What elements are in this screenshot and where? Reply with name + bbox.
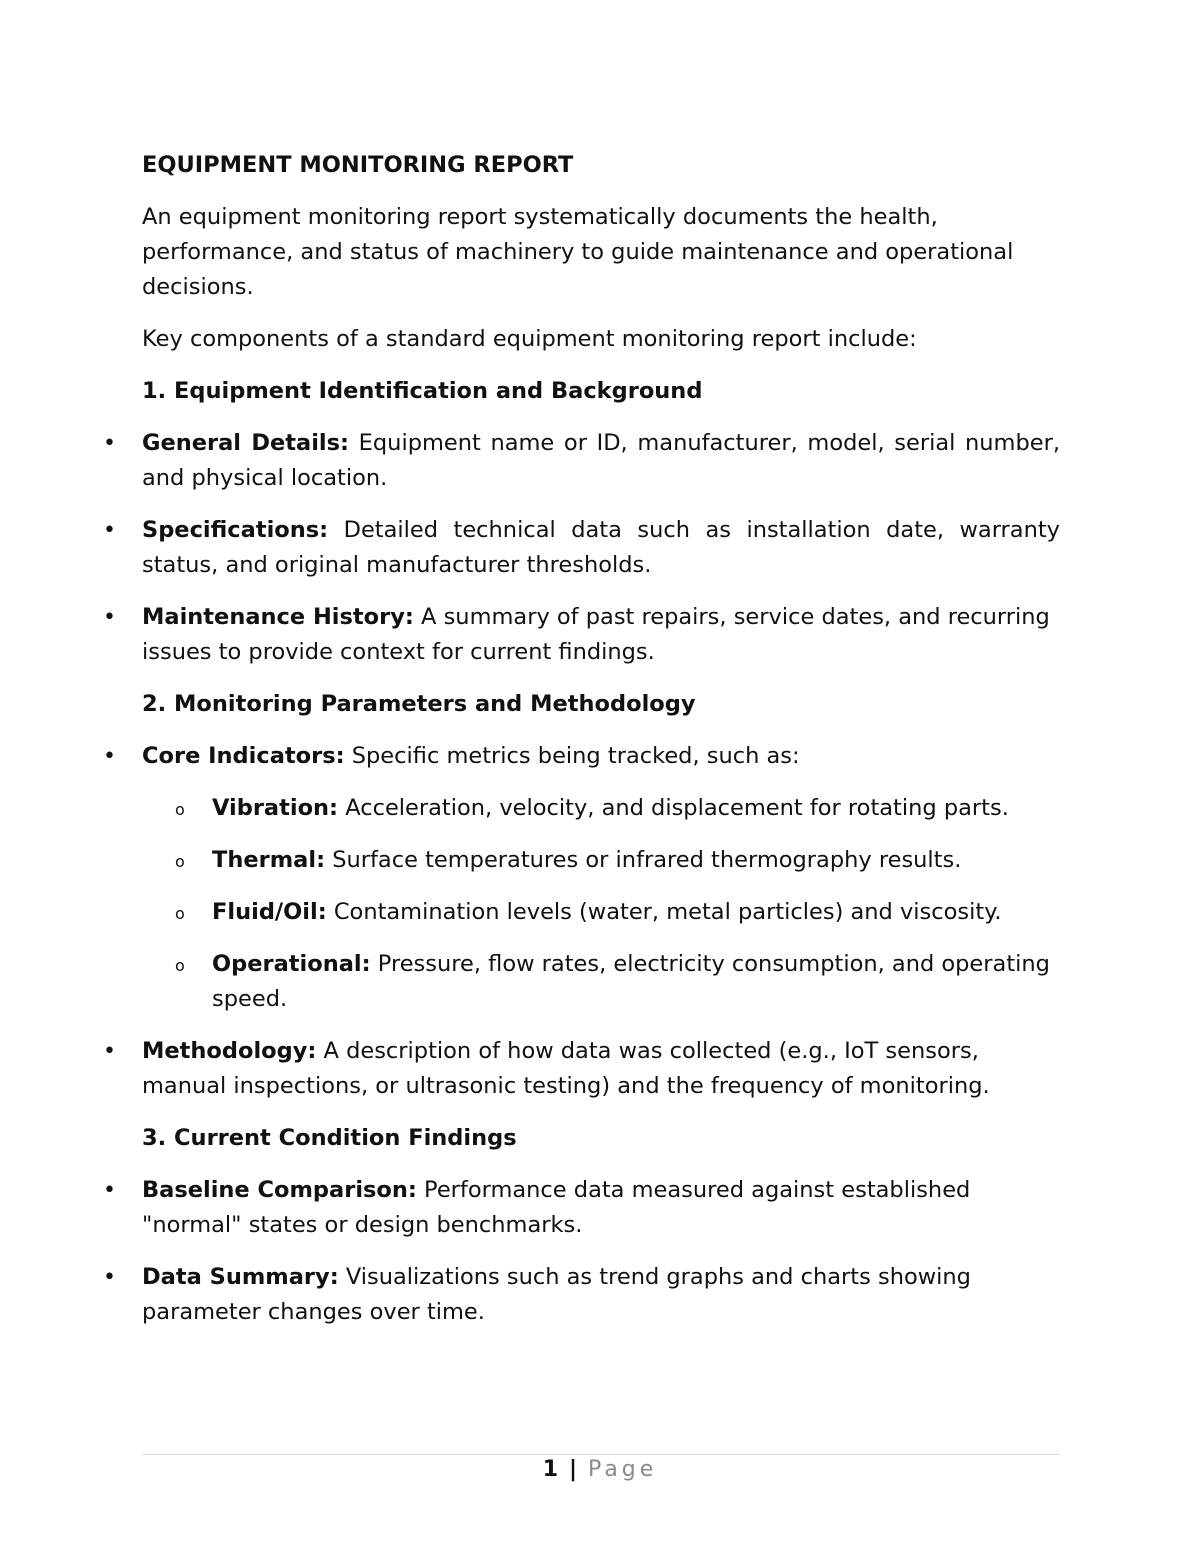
sub-list-item: [175, 791, 1060, 826]
intro-paragraph: An equipment monitoring report systematically documents the health, performance, and status of machinery to guide maintenance and operational decisions.: [142, 204, 1014, 300]
circle-bullet-icon: o: [175, 956, 185, 975]
bullet-icon: •: [103, 1178, 116, 1203]
circle-bullet-icon: o: [175, 800, 185, 819]
item-term: Operational:: [212, 951, 371, 977]
item-term: Specifications:: [142, 517, 329, 543]
list-item: [103, 1260, 1060, 1330]
bullet-icon: •: [103, 518, 116, 543]
item-term: Maintenance History:: [142, 604, 414, 630]
section-heading: 2. Monitoring Parameters and Methodology: [142, 691, 696, 717]
circle-bullet-icon: o: [175, 852, 185, 871]
document-title: EQUIPMENT MONITORING REPORT: [142, 152, 574, 178]
bullet-icon: •: [103, 431, 116, 456]
bullet-list: [103, 426, 1060, 670]
item-text: A description of how data was collected (e.g., IoT sensors, manual inspections, or ultrasonic testing) and the frequency of monitoring.: [142, 1038, 990, 1099]
section-heading: 3. Current Condition Findings: [142, 1125, 517, 1151]
item-term: Core Indicators:: [142, 743, 345, 769]
item-term: General Details:: [142, 430, 350, 456]
item-term: Data Summary:: [142, 1264, 339, 1290]
page-label: Page: [588, 1457, 658, 1482]
bullet-icon: •: [103, 744, 116, 769]
document-body: [103, 148, 1060, 1347]
circle-bullet-icon: o: [175, 904, 185, 923]
item-text: Pressure, flow rates, electricity consumption, and operating speed.: [212, 951, 1050, 1012]
list-item: [103, 739, 1060, 1017]
item-text: Visualizations such as trend graphs and charts showing parameter changes over time.: [142, 1264, 971, 1325]
list-item: [103, 1173, 1060, 1243]
page-footer: [0, 1456, 1200, 1484]
page-number: 1: [542, 1457, 558, 1482]
list-item: [103, 600, 1060, 670]
bullet-list: [103, 739, 1060, 1104]
item-text: A summary of past repairs, service dates, and recurring issues to provide context for current findings.: [142, 604, 1050, 665]
bullet-icon: •: [103, 1039, 116, 1064]
item-term: Baseline Comparison:: [142, 1177, 417, 1203]
sub-bullet-list: [175, 791, 1060, 1017]
item-term: Methodology:: [142, 1038, 317, 1064]
list-item: [103, 426, 1060, 496]
section-heading: 1. Equipment Identification and Background: [142, 378, 703, 404]
section-monitoring-parameters: [103, 687, 1060, 1104]
lead-paragraph: Key components of a standard equipment monitoring report include:: [142, 326, 917, 352]
list-item: [103, 513, 1060, 583]
sub-list-item: [175, 843, 1060, 878]
bullet-list: [103, 1173, 1060, 1330]
item-term: Thermal:: [212, 847, 326, 873]
bullet-icon: •: [103, 1265, 116, 1290]
item-text: Performance data measured against established "normal" states or design benchmarks.: [142, 1177, 971, 1238]
footer-separator: |: [569, 1457, 578, 1482]
item-text: Equipment name or ID, manufacturer, model, serial number, and physical location.: [142, 430, 1060, 491]
item-text: Surface temperatures or infrared thermography results.: [325, 847, 962, 873]
item-text: Specific metrics being tracked, such as:: [344, 743, 800, 769]
item-text: Acceleration, velocity, and displacement for rotating parts.: [338, 795, 1009, 821]
bullet-icon: •: [103, 605, 116, 630]
item-text: Detailed technical data such as installation date, warranty status, and original manufacturer thresholds.: [142, 517, 1060, 578]
item-term: Fluid/Oil:: [212, 899, 327, 925]
list-item: [103, 1034, 1060, 1104]
section-current-condition: [103, 1121, 1060, 1330]
sub-list-item: [175, 895, 1060, 930]
footer-divider: [142, 1454, 1060, 1455]
sub-list-item: [175, 947, 1060, 1017]
item-term: Vibration:: [212, 795, 339, 821]
item-text: Contamination levels (water, metal particles) and viscosity.: [326, 899, 1002, 925]
section-equipment-identification: [103, 374, 1060, 670]
